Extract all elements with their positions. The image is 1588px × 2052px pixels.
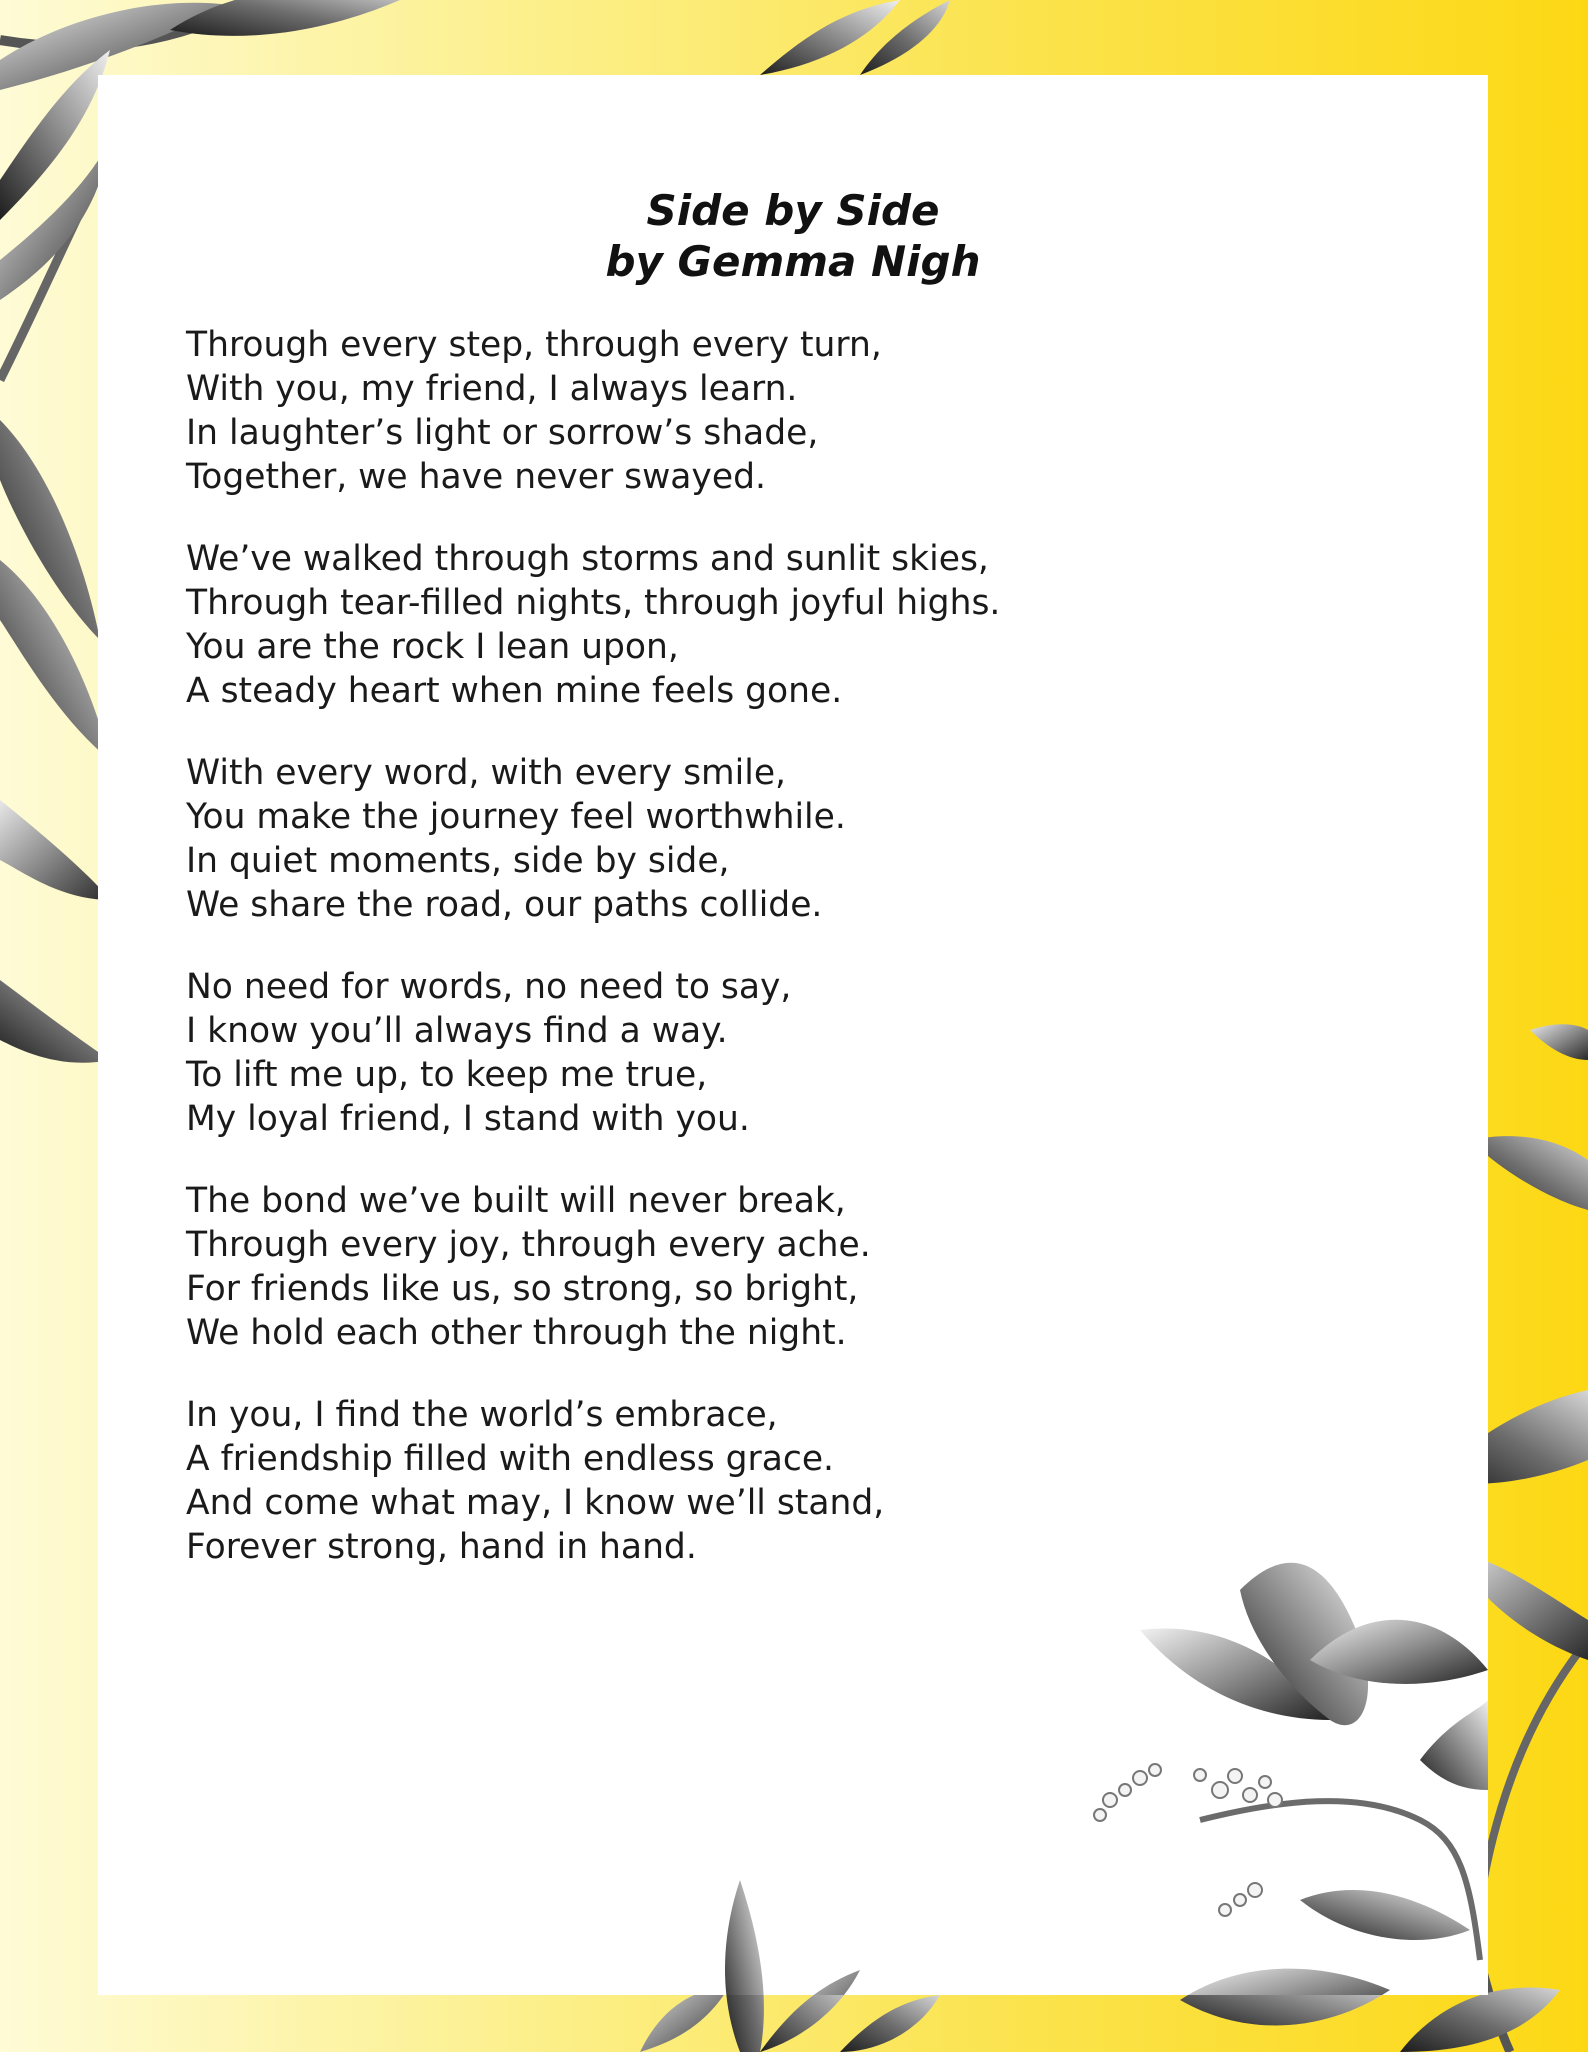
poem-body <box>186 323 1386 1607</box>
poem-line: And come what may, I know we’ll stand, <box>186 1483 885 1523</box>
poem-line: We’ve walked through storms and sunlit skies, <box>186 539 989 579</box>
poem-byline: by Gemma Nigh <box>605 237 981 286</box>
poem-line: No need for words, no need to say, <box>186 967 792 1007</box>
poem-line: We hold each other through the night. <box>186 1313 847 1353</box>
page-leaf-4 <box>1300 1890 1470 1940</box>
poem-line: Forever strong, hand in hand. <box>186 1527 697 1567</box>
flower-buds <box>1094 1764 1282 1916</box>
leaf-left-5 <box>0 980 110 1063</box>
poem-line: Through every joy, through every ache. <box>186 1225 871 1265</box>
poem-line: In you, I find the world’s embrace, <box>186 1395 778 1435</box>
page-leaf-6 <box>1420 1700 1488 1790</box>
poem-line: You make the journey feel worthwhile. <box>186 797 846 837</box>
poem-line: My loyal friend, I stand with you. <box>186 1099 750 1139</box>
page-leaf-5 <box>1180 1969 1390 1995</box>
poem-page <box>98 75 1488 1995</box>
poem-line: I know you’ll always find a way. <box>186 1011 728 1051</box>
poem-line: In laughter’s light or sorrow’s shade, <box>186 413 819 453</box>
stanza-1 <box>186 323 1386 499</box>
poem-line: With every word, with every smile, <box>186 753 787 793</box>
poem-title: Side by Side <box>646 186 940 235</box>
poem-line: Through every step, through every turn, <box>186 325 882 365</box>
leaf-left-3 <box>0 560 110 760</box>
poem-line: The bond we’ve built will never break, <box>186 1181 846 1221</box>
poem-line: Together, we have never swayed. <box>186 457 766 497</box>
poem-line: With you, my friend, I always learn. <box>186 369 798 409</box>
leaf-bottom-right-7 <box>1400 1988 1560 2052</box>
stanza-3 <box>186 751 1386 927</box>
leaf-bottom-center-3 <box>640 1985 730 2052</box>
poem-line: Through tear-filled nights, through joyful highs. <box>186 583 1001 623</box>
stem-bottom-right-2 <box>1480 1640 1588 1900</box>
poem-heading <box>98 185 1488 287</box>
poem-line: We share the road, our paths collide. <box>186 885 823 925</box>
stanza-5 <box>186 1179 1386 1355</box>
poem-line: For friends like us, so strong, so bright, <box>186 1269 859 1309</box>
stanza-6 <box>186 1393 1386 1569</box>
poem-line: A friendship filled with endless grace. <box>186 1439 835 1479</box>
stanza-2 <box>186 537 1386 713</box>
leaf-right-1 <box>1530 1024 1588 1060</box>
poem-line: To lift me up, to keep me true, <box>186 1055 708 1095</box>
page-leaf-bottom-center-2 <box>760 1970 860 1995</box>
poem-line: A steady heart when mine feels gone. <box>186 671 843 711</box>
leaf-bottom-center-4 <box>840 1995 940 2052</box>
page-leaf-bottom-center-1 <box>725 1880 764 1995</box>
stanza-4 <box>186 965 1386 1141</box>
poem-line: In quiet moments, side by side, <box>186 841 730 881</box>
poem-line: You are the rock I lean upon, <box>186 627 679 667</box>
leaf-left-4 <box>0 800 110 900</box>
